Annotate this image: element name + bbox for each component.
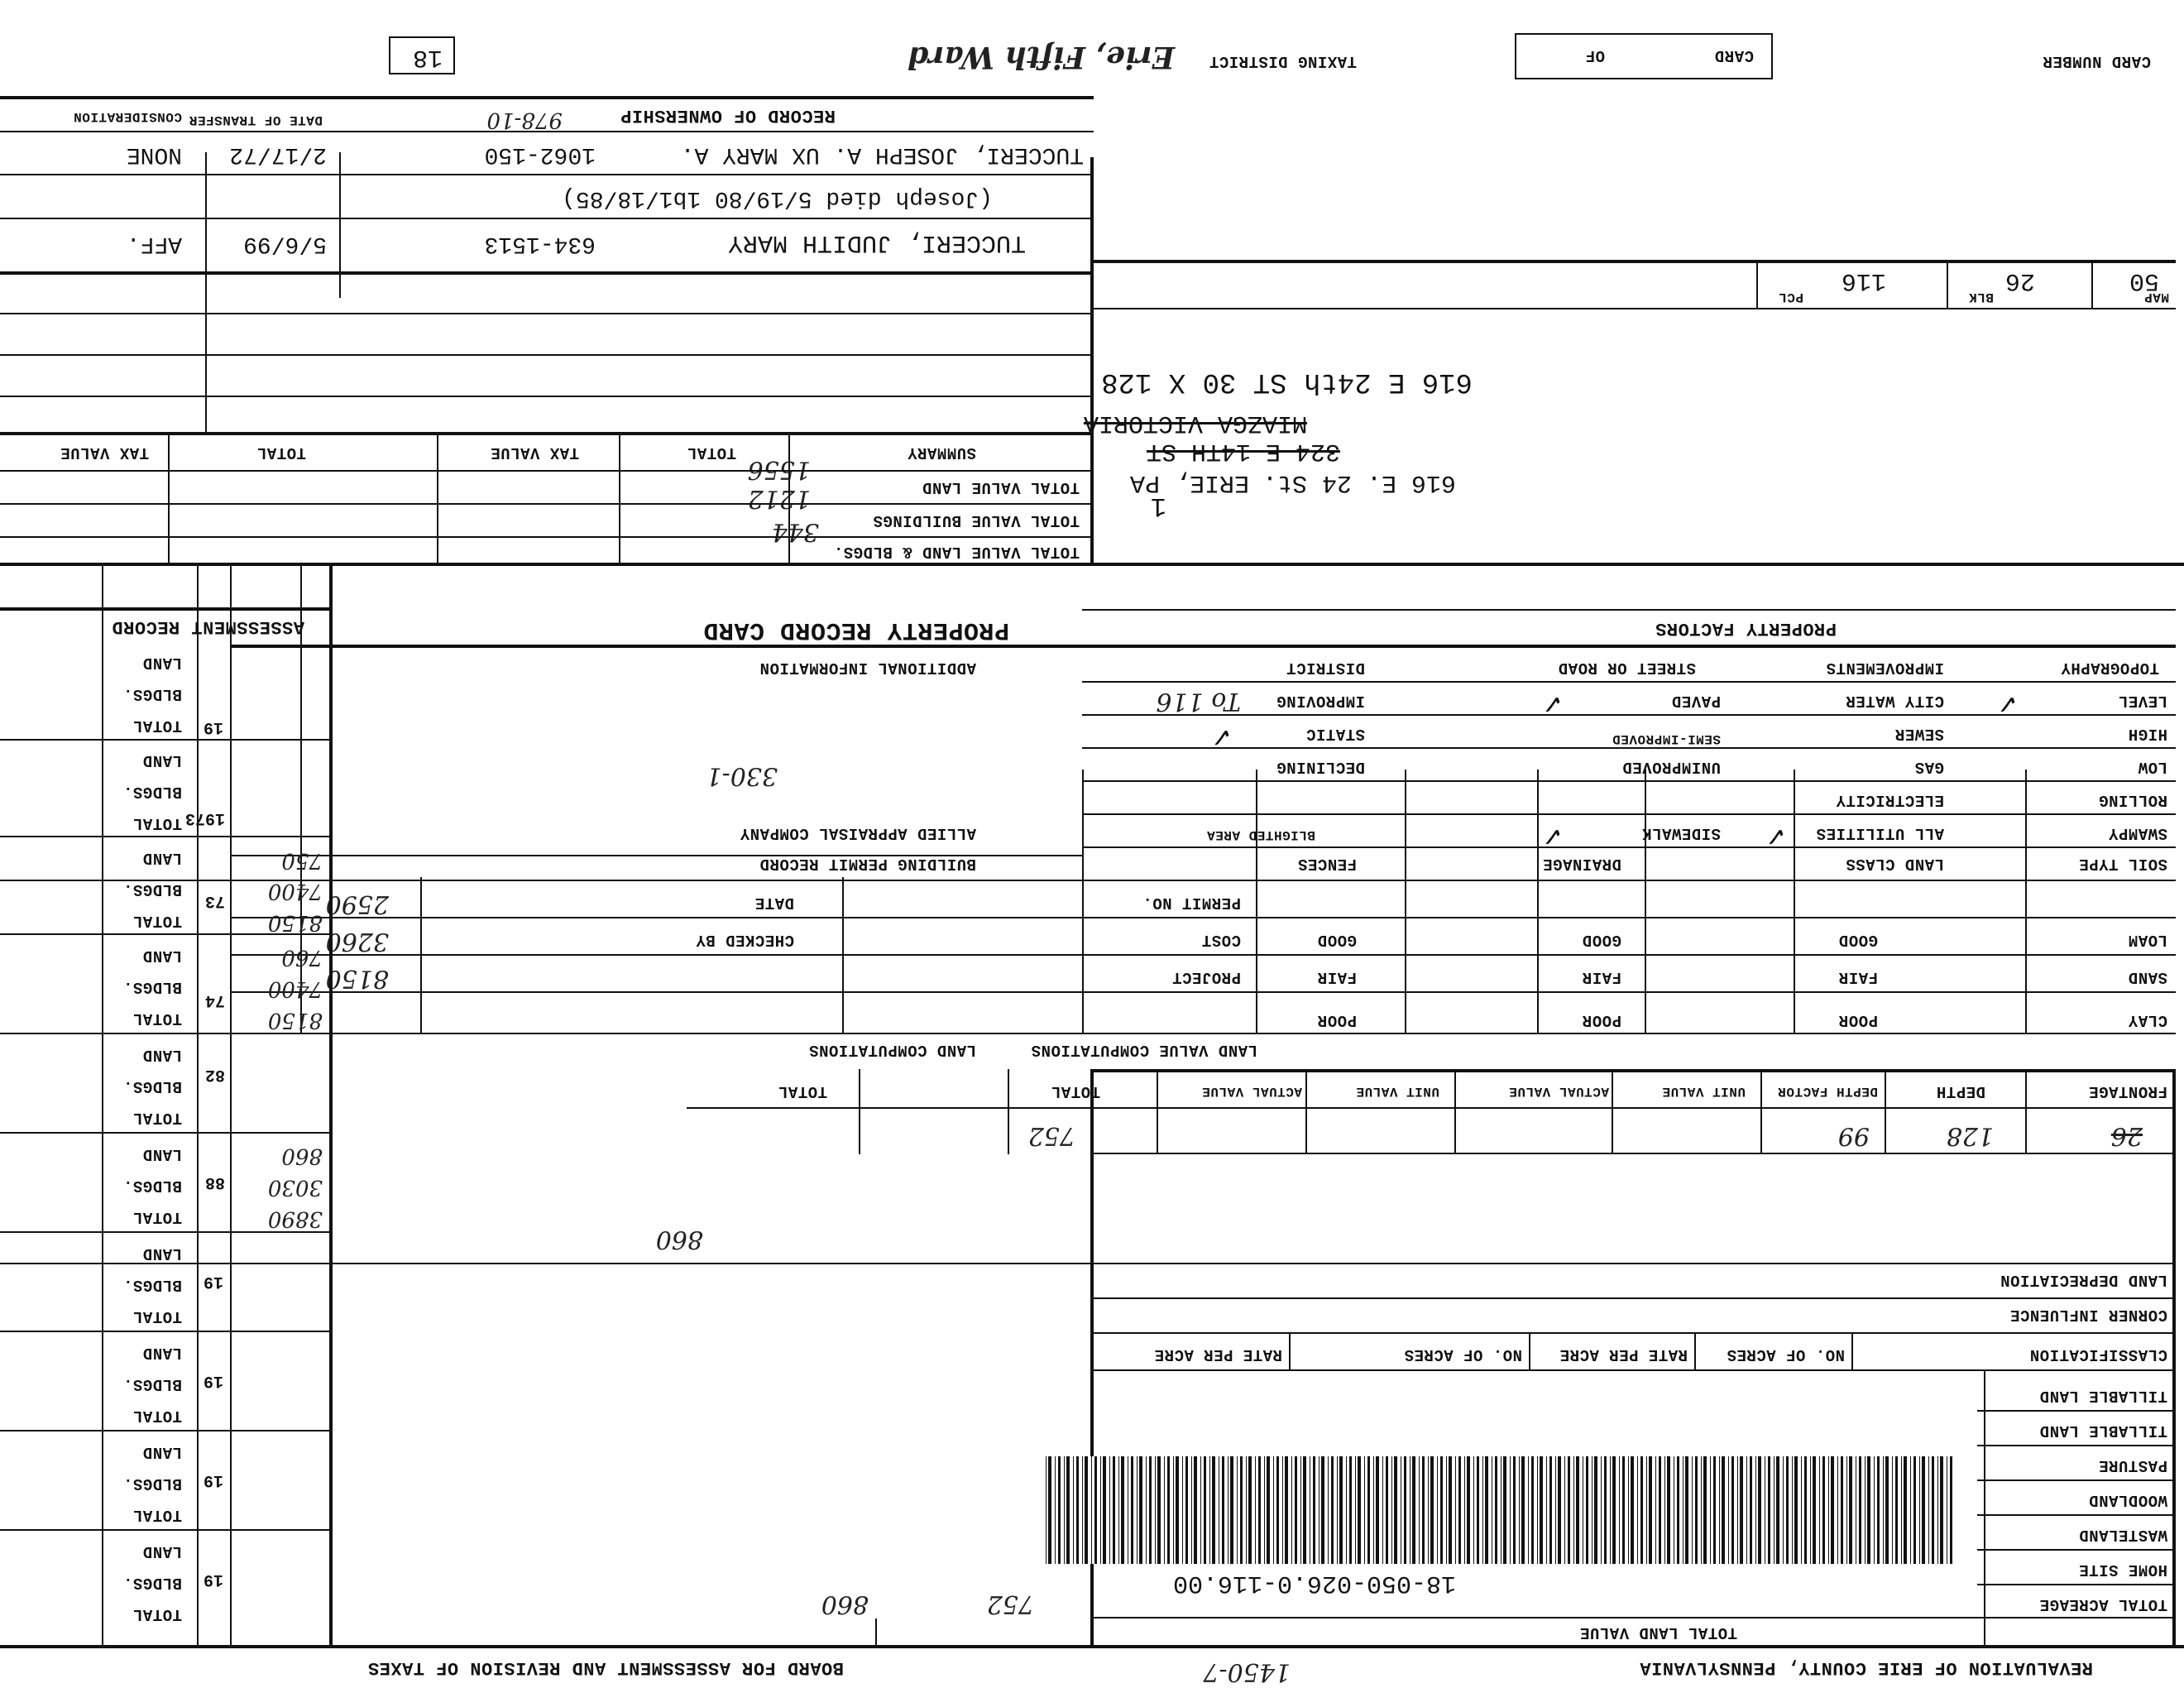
assess-b10-land: LAND	[142, 1542, 182, 1561]
fence-grade-poor: POOR	[1317, 1011, 1357, 1029]
assess-b1-land: LAND	[142, 654, 182, 672]
land-comp-hw-2: 1556	[747, 455, 811, 484]
land-comp-hw-0: 344	[771, 517, 819, 546]
soil-row-loam: LOAM	[2128, 931, 2167, 949]
topography-label: TOPOGRAPHY	[2060, 659, 2159, 677]
lvc-col-unit-value-2: UNIT VALUE	[1355, 1084, 1439, 1099]
topo-high: HIGH	[2128, 725, 2167, 743]
topo-level: LEVEL	[2118, 692, 2167, 710]
appraisal-company: ALLIED APPRAISAL COMPANY	[740, 824, 976, 842]
parcel-barcode	[1042, 1456, 1952, 1564]
blk-label: BLK	[1968, 290, 1994, 305]
lvc-hw-depth: 128	[1946, 1121, 1994, 1150]
ownership-book-ref: 978-10	[486, 108, 563, 132]
additional-info-title: ADDITIONAL INFORMATION	[759, 659, 976, 677]
class-col-2: NO. OF ACRES	[1404, 1345, 1522, 1364]
assess-b10-year: 19	[203, 1570, 223, 1589]
land-row-2: WASTELAND	[2078, 1526, 2167, 1544]
class-col-0: NO. OF ACRES	[1727, 1345, 1845, 1364]
land-row-4: PASTURE	[2098, 1456, 2167, 1475]
district-blighted: BLIGHTED AREA	[1206, 827, 1315, 842]
owner-0-name: TUCCERI, JUDITH MARY	[727, 228, 1026, 257]
street-sidewalk-check: ✓	[1541, 821, 1564, 852]
footer-card-of-b: OF	[1585, 46, 1605, 65]
assess-b6-year: 88	[204, 1172, 225, 1192]
assess-b5-year: 82	[204, 1065, 225, 1084]
impr-city-water: CITY WATER	[1845, 692, 1944, 710]
map-value: 50	[2129, 266, 2159, 295]
district-label: DISTRICT	[1286, 659, 1365, 677]
district-static-check: ✓	[1210, 722, 1233, 753]
assess-b10-bldgs: BLDGS.	[122, 1574, 182, 1592]
lvc-col-unit-value: UNIT VALUE	[1661, 1084, 1746, 1099]
ownership-title: RECORD OF OWNERSHIP	[620, 105, 836, 126]
soil-row-sand: SAND	[2128, 968, 2167, 986]
class-col-3: RATE PER ACRE	[1154, 1345, 1282, 1364]
owner-1-note: (Joseph died 5/19/80 1b1/18/85)	[562, 185, 993, 211]
ownership-consideration-col: CONSIDERATION	[73, 109, 182, 124]
permit-field-cost: COST	[1201, 931, 1241, 949]
land-comp-hw-1: 1212	[747, 484, 811, 513]
summary-col-total: TOTAL	[687, 444, 736, 462]
permit-hw-0: 8150	[325, 964, 389, 993]
assess-b3-bldgs: BLDGS.	[122, 880, 182, 899]
assess-b8-bldgs: BLDGS.	[122, 1375, 182, 1393]
card-title: PROPERTY RECORD CARD	[702, 616, 1009, 644]
owner-0-consideration: AFF.	[126, 231, 182, 257]
assess-b8-year: 19	[203, 1371, 223, 1390]
drain-grade-poor: POOR	[1582, 1011, 1621, 1029]
assess-b6-land-val: 860	[281, 1144, 323, 1168]
assessment-title: ASSESSMENT RECORD	[112, 616, 304, 637]
assess-b4-land-val: 760	[281, 945, 323, 970]
summary-row-buildings: TOTAL VALUE BUILDINGS	[873, 511, 1080, 530]
owner-2-book: 1062-150	[484, 141, 596, 167]
lvc-col-actual-value: ACTUAL VALUE	[1508, 1084, 1609, 1099]
permit-field-permit-no: PERMIT NO.	[1142, 894, 1241, 912]
building-permit-title: BUILDING PERMIT RECORD	[759, 855, 976, 873]
card-number-value: 1	[1150, 491, 1166, 521]
topo-rolling: ROLLING	[2098, 791, 2167, 809]
drain-grade-fair: FAIR	[1582, 968, 1621, 986]
impr-all-utilities: ALL UTILITIES	[1816, 824, 1944, 842]
footer-card-number: CARD NUMBER	[2043, 52, 2151, 70]
assess-b9-bldgs: BLDGS.	[122, 1475, 182, 1493]
street-semi-improved: SEMI-IMPROVED	[1612, 731, 1721, 746]
assess-b6-bldgs-val: 3030	[267, 1175, 323, 1200]
assess-b5-land: LAND	[142, 1046, 182, 1064]
land-row-3: WOODLAND	[2088, 1491, 2167, 1509]
land-depreciation-label: LAND DEPRECIATION	[2000, 1271, 2167, 1289]
header-right: BOARD FOR ASSESSMENT AND REVISION OF TAXES	[367, 1657, 844, 1678]
property-address: 616 E 24th ST 30 X 128	[1101, 366, 1473, 397]
assess-b7-total: TOTAL	[132, 1307, 182, 1326]
assess-b7-land: LAND	[142, 1244, 182, 1263]
lvc-col-frontage: FRONTAGE	[2088, 1082, 2167, 1101]
summary-col-tax-value-2: TAX VALUE	[60, 444, 149, 462]
improvements-label: IMPROVEMENTS	[1826, 659, 1944, 677]
assess-b2-land: LAND	[142, 751, 182, 770]
assess-b8-land: LAND	[142, 1344, 182, 1362]
street-sidewalk: SIDEWALK	[1641, 824, 1721, 842]
street-label: STREET OR ROAD	[1558, 659, 1696, 677]
lvc-hw-total: 752	[1027, 1121, 1075, 1150]
assess-b6-land: LAND	[142, 1145, 182, 1163]
assess-b3-land-val: 750	[281, 848, 323, 873]
pcl-label: PCL	[1778, 290, 1803, 305]
assess-b1-total: TOTAL	[132, 717, 182, 735]
assess-b3-bldgs-val: 7400	[267, 879, 323, 904]
drain-grade-good: GOOD	[1582, 931, 1621, 949]
lvc-col-total: TOTAL	[1051, 1082, 1100, 1101]
owner-2-date: 2/17/72	[229, 141, 327, 167]
summary-col-total-2: TOTAL	[256, 444, 306, 462]
topo-swampy: SWAMPY	[2108, 824, 2167, 842]
owner-2-name: TUCCERI, JOSEPH A. UX MARY A.	[680, 141, 1084, 167]
street-paved-check: ✓	[1541, 688, 1564, 720]
soil-grade-good: GOOD	[1838, 931, 1878, 949]
fences-label: FENCES	[1297, 855, 1357, 873]
lvc-col-actual-value-2: ACTUAL VALUE	[1201, 1084, 1302, 1099]
topo-level-check: ✓	[1996, 688, 2019, 720]
fence-grade-good: GOOD	[1317, 931, 1357, 949]
permit-field-checked-by: CHECKED BY	[695, 931, 794, 949]
summary-row-land: TOTAL VALUE LAND	[922, 478, 1080, 496]
land-comp-hw-860: 860	[655, 1225, 703, 1254]
assess-b1-year: 19	[203, 717, 223, 736]
assess-b7-bldgs: BLDGS.	[122, 1276, 182, 1294]
street-unimproved: UNIMPROVED	[1621, 758, 1721, 776]
street-paved: PAVED	[1671, 692, 1721, 710]
corner-influence-label: CORNER INFLUENCE	[2009, 1306, 2167, 1324]
header-left: REVALUATION OF ERIE COUNTY, PENNSYLVANIA	[1639, 1657, 2093, 1678]
assess-b3-total: TOTAL	[132, 912, 182, 930]
land-row-1: HOME SITE	[2078, 1561, 2167, 1579]
district-static: STATIC	[1305, 725, 1365, 743]
topo-low: LOW	[2138, 758, 2167, 776]
assess-b7-year: 19	[203, 1272, 223, 1291]
total-land-value-title: TOTAL LAND VALUE	[1579, 1623, 1737, 1642]
land-class-label: LAND CLASS	[1845, 855, 1944, 873]
drainage-label: DRAINAGE	[1542, 855, 1621, 873]
soil-row-clay: CLAY	[2128, 1011, 2167, 1029]
assess-b6-bldgs: BLDGS.	[122, 1177, 182, 1195]
assess-b2-total: TOTAL	[132, 814, 182, 832]
owner-0-book: 634-1513	[484, 231, 596, 257]
footer-card-of-a: CARD	[1714, 46, 1754, 65]
lvc-title: LAND VALUE COMPUTATIONS	[1031, 1041, 1257, 1059]
assess-b3-total-val: 8150	[267, 910, 323, 935]
footer-district-name: Erie, Fifth Ward	[908, 40, 1175, 74]
permit-field-date: DATE	[754, 894, 794, 912]
class-col-1: RATE PER ACRE	[1559, 1345, 1688, 1364]
assess-b4-year: 74	[204, 990, 225, 1009]
assess-b1-bldgs: BLDGS.	[122, 685, 182, 703]
blk-value: 26	[2004, 266, 2035, 295]
land-row-5: TILLABLE LAND	[2039, 1422, 2167, 1440]
header-handwritten-code: 1450-7	[1203, 1657, 1291, 1686]
district-declining: DECLINING	[1276, 758, 1365, 776]
assess-b9-total: TOTAL	[132, 1506, 182, 1524]
assess-b3-year: 73	[204, 891, 225, 910]
prev-owner: MIAZGA VICTORIA	[1083, 409, 1307, 437]
permit-hw-2: 2590	[325, 890, 389, 918]
assess-b5-bldgs: BLDGS.	[122, 1077, 182, 1096]
land-row-0: TOTAL ACREAGE	[2039, 1595, 2167, 1614]
summary-row-land-bldgs: TOTAL VALUE LAND & BLDGS.	[833, 543, 1080, 561]
assess-b4-total-val: 8150	[267, 1008, 323, 1033]
assess-b9-year: 19	[203, 1470, 223, 1489]
lvc-col-total-2: TOTAL	[778, 1082, 827, 1101]
assess-b8-total: TOTAL	[132, 1407, 182, 1425]
classification-label: CLASSIFICATION	[2029, 1345, 2167, 1364]
lvc-col-depth: DEPTH	[1936, 1082, 1985, 1101]
assess-b2-bldgs: BLDGS.	[122, 783, 182, 801]
additional-info-hw: To 116	[1156, 687, 1241, 716]
additional-info-hw-2: 330-1	[706, 761, 778, 790]
summary-title: SUMMARY	[907, 444, 976, 462]
assess-b6-total: TOTAL	[132, 1208, 182, 1226]
map-label: MAP	[2143, 290, 2169, 305]
property-factors-title: PROPERTY FACTORS	[1655, 618, 1837, 639]
land-total-hw-1: 752	[986, 1590, 1034, 1618]
district-improving: IMPROVING	[1276, 692, 1365, 710]
lvc-col-depth-factor: DEPTH FACTOR	[1777, 1084, 1878, 1099]
soil-grade-fair: FAIR	[1838, 968, 1878, 986]
soil-type-label: SOIL TYPE	[2078, 855, 2167, 873]
assess-b4-bldgs-val: 7400	[267, 976, 323, 1001]
fence-grade-fair: FAIR	[1317, 968, 1357, 986]
assess-b5-total: TOTAL	[132, 1109, 182, 1127]
parcel-number: 18-050-026.0-116.00	[1172, 1569, 1456, 1597]
owner-city: ERIE, PA	[1129, 468, 1249, 496]
city-note: 616 E. 24 St.	[1262, 468, 1456, 496]
prev-address: 324 E 14TH ST	[1146, 437, 1340, 465]
assess-b4-land: LAND	[142, 947, 182, 965]
assess-b10-total: TOTAL	[132, 1605, 182, 1623]
lvc-hw-depth-factor: 99	[1837, 1121, 1870, 1150]
assess-b2-year: 1973	[184, 808, 225, 827]
owner-2-consideration: NONE	[126, 141, 182, 167]
footer-taxing-district: TAXING DISTRICT	[1209, 52, 1357, 70]
assess-b3-land: LAND	[142, 849, 182, 867]
permit-hw-1: 3260	[325, 927, 389, 956]
impr-gas: GAS	[1914, 758, 1944, 776]
land-total-hw-2: 860	[821, 1590, 869, 1618]
land-row-6: TILLABLE LAND	[2039, 1387, 2167, 1405]
impr-electricity: ELECTRICITY	[1836, 791, 1944, 809]
assess-b4-total: TOTAL	[132, 1009, 182, 1028]
pcl-value: 116	[1841, 266, 1886, 295]
summary-col-tax-value: TAX VALUE	[490, 444, 579, 462]
footer-district-code: 18	[412, 43, 443, 71]
ownership-date-col: DATE OF TRANSFER	[189, 113, 323, 127]
impr-sewer: SEWER	[1894, 725, 1944, 743]
assess-b4-bldgs: BLDGS.	[122, 978, 182, 996]
owner-0-date: 5/6/99	[243, 231, 327, 257]
permit-field-project: PROJECT	[1171, 968, 1241, 986]
soil-grade-poor: POOR	[1838, 1011, 1878, 1029]
impr-all-utilities-check: ✓	[1765, 821, 1787, 852]
land-computations-label: LAND COMPUTATIONS	[808, 1041, 976, 1059]
assess-b9-land: LAND	[142, 1443, 182, 1461]
assess-b6-total-val: 3890	[267, 1206, 323, 1231]
lvc-hw-frontage: 26	[2110, 1121, 2143, 1150]
